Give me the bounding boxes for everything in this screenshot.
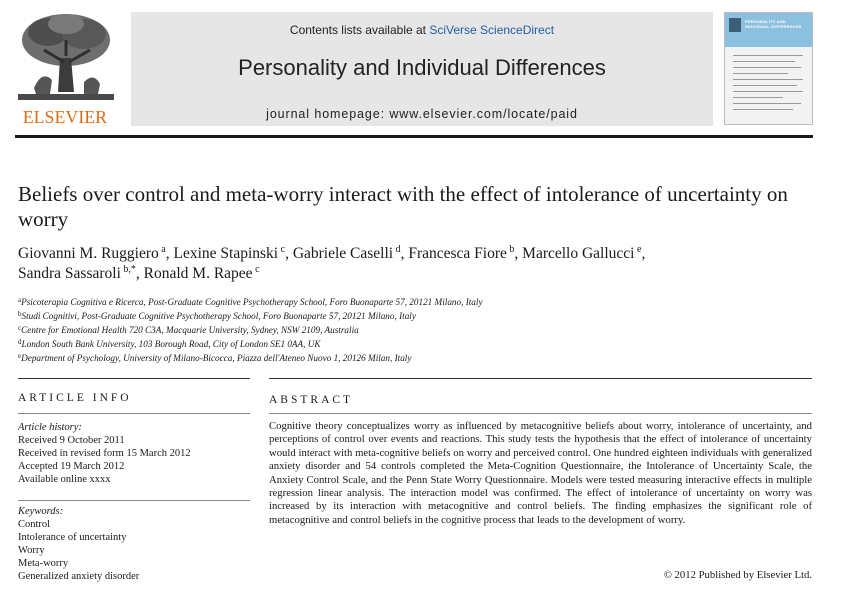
affiliation-text: Department of Psychology, University of Milano-Bicocca, Piazza dell'Ateneo Nuovo 1, 20126 Milan, Italy — [21, 353, 412, 363]
abstract-heading-rule — [269, 413, 812, 414]
author-affiliation-mark[interactable]: b,* — [120, 264, 136, 275]
journal-title[interactable]: Personality and Individual Differences — [238, 55, 606, 80]
article-info-heading: ARTICLE INFO — [18, 392, 132, 404]
publisher-logo-text: ELSEVIER — [22, 107, 108, 127]
author-separator: , — [400, 245, 409, 262]
author-affiliation-mark[interactable]: c — [278, 244, 286, 255]
abstract-text: Cognitive theory conceptualizes worry as influenced by metacognitive beliefs about worry, intolerance of uncertainty, and perceptions of control over events and reactions. This study tests the hypothesis that the effect of intolerance of uncertainty would interact with meta-cognitive beliefs on worry and perceived control. One hundred eighteen individuals with generalized anxiety disorder and 54 controls completed the Meta-Cognition Questionnaire, the Intolerance of Uncertainty Scale, the Anxiety Control Scale, and the Penn State Worry Questionnaire. Models were tested measuring interactive effects in multiple regression linear analysis. The interaction model was confirmed. The effect of intolerance of uncertainty on worry was increased by its interaction with metacognitive and control beliefs. The finding emphasizes the significant role of metacognitive and control beliefs in the cognitive process that leads to the development of worry. — [269, 420, 812, 526]
keywords — [18, 505, 250, 583]
history-entry: Accepted 19 March 2012 — [18, 461, 125, 472]
abstract-top-rule — [269, 378, 812, 379]
sciencedirect-link[interactable]: SciVerse ScienceDirect — [429, 23, 555, 37]
copyright-line: © 2012 Published by Elsevier Ltd. — [663, 569, 812, 581]
keywords-rule — [18, 500, 250, 501]
cover-text-line — [733, 85, 797, 86]
cover-text-line — [733, 61, 795, 62]
cover-title: PERSONALITY AND INDIVIDUAL DIFFERENCES — [745, 19, 802, 29]
author-name[interactable]: Francesca Fiore — [408, 245, 507, 262]
cover-text-line — [733, 73, 788, 74]
history-entry: Received 9 October 2011 — [18, 435, 125, 446]
header-divider — [15, 135, 813, 138]
author-separator: , — [165, 245, 174, 262]
info-heading-rule — [18, 413, 250, 414]
keyword: Generalized anxiety disorder — [18, 571, 140, 582]
cover-text-line — [733, 91, 803, 92]
author-name[interactable]: Lexine Stapinski — [173, 245, 279, 262]
author-name[interactable]: Giovanni M. Ruggiero — [18, 245, 159, 262]
author-name[interactable]: Ronald M. Rapee — [143, 265, 253, 282]
keyword: Meta-worry — [18, 558, 69, 569]
keyword: Worry — [18, 545, 45, 556]
affiliation-list — [18, 295, 808, 365]
author-separator: , — [514, 245, 523, 262]
history-entry: Available online xxxx — [18, 474, 111, 485]
affiliation-mark: c — [18, 324, 22, 332]
affiliation-mark: b — [18, 310, 22, 318]
affiliation-mark: a — [18, 296, 22, 304]
publisher-logo[interactable] — [8, 10, 122, 128]
author-list — [18, 244, 808, 284]
cover-text-line — [733, 79, 803, 80]
author-separator: , — [641, 245, 646, 262]
affiliation-item — [18, 323, 808, 337]
affiliation-text: Studi Cognitivi, Post-Graduate Cognitive Psychotherapy School, Foro Buonaparte 57, 20121 Milano, Italy — [21, 311, 416, 321]
author-name[interactable]: Sandra Sassaroli — [18, 265, 121, 282]
cover-text-line — [733, 97, 783, 98]
abstract-heading: ABSTRACT — [269, 394, 354, 406]
article-history — [18, 421, 250, 486]
keyword: Control — [18, 519, 51, 530]
journal-masthead — [131, 12, 713, 126]
info-top-rule — [18, 378, 250, 379]
cover-header — [725, 13, 812, 47]
author-affiliation-mark[interactable]: a — [158, 244, 166, 255]
affiliation-item — [18, 309, 808, 323]
author-affiliation-mark[interactable]: b — [506, 244, 515, 255]
author-affiliation-mark[interactable]: e — [634, 244, 642, 255]
cover-text-line — [733, 67, 801, 68]
author-affiliation-mark[interactable]: c — [252, 264, 260, 275]
elsevier-tree-icon — [14, 10, 118, 106]
cover-text-line — [733, 103, 801, 104]
contents-prefix: Contents lists available at — [289, 23, 426, 37]
affiliation-text: Psicoterapia Cognitiva e Ricerca, Post-Graduate Cognitive Psychotherapy School, Foro Buonaparte 57, 20121 Milano, Italy — [21, 297, 483, 307]
affiliation-mark: d — [18, 338, 22, 346]
cover-logo-icon — [729, 18, 741, 32]
affiliation-item — [18, 295, 808, 309]
author-name[interactable]: Gabriele Caselli — [292, 245, 394, 262]
affiliation-text: London South Bank University, 103 Borough Road, City of London SE1 0AA, UK — [21, 339, 321, 349]
author-separator: , — [285, 245, 293, 262]
affiliation-item — [18, 337, 808, 351]
history-label: Article history: — [18, 422, 82, 433]
cover-text-line — [733, 55, 803, 56]
affiliation-mark: e — [18, 352, 22, 360]
history-entry: Received in revised form 15 March 2012 — [18, 448, 191, 459]
author-affiliation-mark[interactable]: d — [393, 244, 401, 255]
keywords-label: Keywords: — [18, 506, 64, 517]
affiliation-text: Centre for Emotional Health 720 C3A, Macquarie University, Sydney, NSW 2109, Australia — [21, 325, 359, 335]
affiliation-item — [18, 351, 808, 365]
journal-homepage[interactable]: journal homepage: www.elsevier.com/locate/paid — [266, 107, 578, 121]
contents-line — [131, 23, 713, 37]
cover-text-line — [733, 109, 793, 110]
article-title: Beliefs over control and meta-worry interact with the effect of intolerance of uncertainty on worry — [18, 182, 788, 231]
author-name[interactable]: Marcello Gallucci — [522, 245, 635, 262]
journal-cover-thumbnail[interactable] — [724, 12, 813, 125]
author-separator: , — [135, 265, 144, 282]
keyword: Intolerance of uncertainty — [18, 532, 127, 543]
